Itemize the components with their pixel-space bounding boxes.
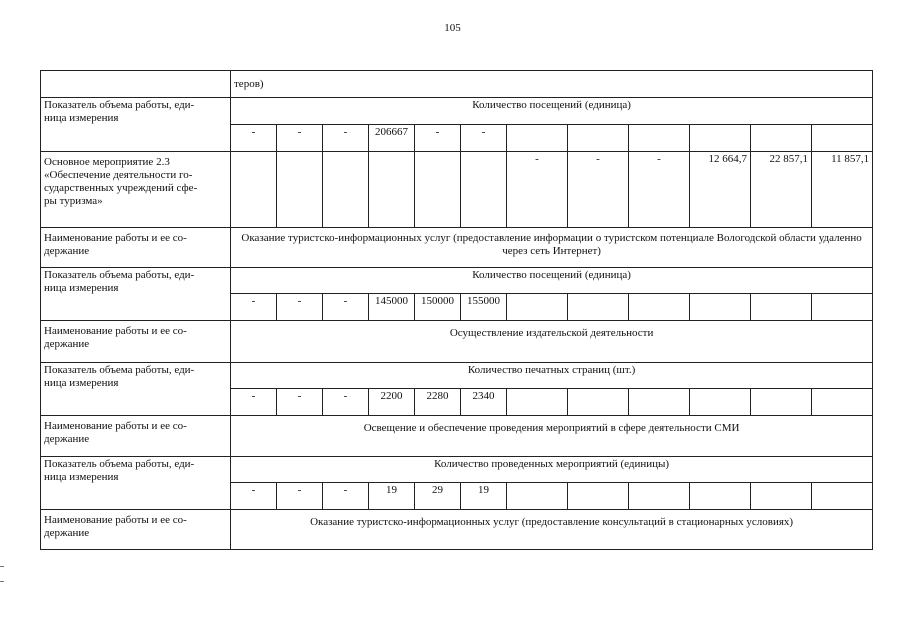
value-cell: 2280 [415, 389, 461, 416]
value-cell [415, 152, 461, 228]
value-cell: - [277, 125, 323, 152]
value-cell [277, 152, 323, 228]
value-cell: 19 [369, 483, 415, 510]
row-label: Наименование работы и ее со- держание [41, 510, 231, 550]
value-cell [751, 125, 812, 152]
value-cell: - [277, 483, 323, 510]
value-cell [323, 152, 369, 228]
value-cell [629, 294, 690, 321]
value-cell: - [231, 294, 277, 321]
value-cell [568, 483, 629, 510]
value-cell: 150000 [415, 294, 461, 321]
row-label: Показатель объема работы, еди- ница измерения [41, 98, 231, 152]
value-cell [507, 294, 568, 321]
value-cell [568, 389, 629, 416]
value-cell: - [323, 389, 369, 416]
value-cell: - [629, 152, 690, 228]
table-row-work-name [41, 321, 873, 363]
value-cell: - [277, 294, 323, 321]
value-cell [812, 483, 873, 510]
value-cell [629, 125, 690, 152]
indicator-unit: Количество печатных страниц (шт.) [231, 363, 873, 389]
value-cell [690, 483, 751, 510]
value-cell: 2200 [369, 389, 415, 416]
table-row-work-name [41, 228, 873, 268]
value-cell: - [277, 389, 323, 416]
work-description: Освещение и обеспечение проведения мероприятий в сфере деятельности СМИ [231, 416, 873, 457]
indicator-unit: Количество проведенных мероприятий (единицы) [231, 457, 873, 483]
value-cell: - [323, 294, 369, 321]
value-cell: 206667 [369, 125, 415, 152]
value-cell [629, 483, 690, 510]
value-cell [812, 294, 873, 321]
table-row-continuation [41, 71, 873, 98]
value-cell [690, 389, 751, 416]
work-volume-table [40, 70, 873, 550]
finance-value: 11 857,1 [812, 152, 873, 228]
table-row-work-name [41, 510, 873, 550]
value-cell [812, 389, 873, 416]
value-cell [507, 483, 568, 510]
value-cell: - [231, 483, 277, 510]
value-cell: 155000 [461, 294, 507, 321]
indicator-unit: Количество посещений (единица) [231, 268, 873, 294]
value-cell: - [568, 152, 629, 228]
value-cell [812, 125, 873, 152]
table-row-indicator-header [41, 268, 873, 294]
value-cell [751, 389, 812, 416]
work-description: Оказание туристско-информационных услуг (предоставление информации о туристском потенциале Вологодской области удаленно через сеть Интернет) [231, 228, 873, 268]
value-cell [507, 125, 568, 152]
continuation-text: теров) [231, 71, 873, 98]
value-cell: 2340 [461, 389, 507, 416]
value-cell [507, 389, 568, 416]
value-cell: - [231, 125, 277, 152]
row-label: Наименование работы и ее со- держание [41, 228, 231, 268]
row-label: Показатель объема работы, еди- ница измерения [41, 457, 231, 510]
table-row-indicator-header [41, 457, 873, 483]
value-cell: 29 [415, 483, 461, 510]
value-cell: 19 [461, 483, 507, 510]
value-cell: 145000 [369, 294, 415, 321]
value-cell: - [461, 125, 507, 152]
indicator-unit: Количество посещений (единица) [231, 98, 873, 125]
value-cell: - [415, 125, 461, 152]
value-cell: - [231, 389, 277, 416]
table-row-main-activity [41, 152, 873, 228]
table-row-indicator-header [41, 363, 873, 389]
table-row-indicator-header [41, 98, 873, 125]
value-cell [231, 152, 277, 228]
row-label: Показатель объема работы, еди- ница измерения [41, 363, 231, 416]
table-row-work-name [41, 416, 873, 457]
value-cell [751, 294, 812, 321]
page-number: 105 [444, 22, 461, 34]
value-cell: - [323, 483, 369, 510]
value-cell [568, 294, 629, 321]
value-cell: - [323, 125, 369, 152]
value-cell [690, 125, 751, 152]
value-cell: - [507, 152, 568, 228]
finance-value: 22 857,1 [751, 152, 812, 228]
row-label: Показатель объема работы, еди- ница измерения [41, 268, 231, 321]
work-description: Оказание туристско-информационных услуг (предоставление консультаций в стационарных условиях) [231, 510, 873, 550]
finance-value: 12 664,7 [690, 152, 751, 228]
row-label: Наименование работы и ее со- держание [41, 321, 231, 363]
row-label: Основное мероприятие 2.3 «Обеспечение деятельности го- сударственных учреждений сфе- ры туризма» [41, 152, 231, 228]
value-cell [568, 125, 629, 152]
value-cell [369, 152, 415, 228]
value-cell [751, 483, 812, 510]
value-cell [629, 389, 690, 416]
row-label [41, 71, 231, 98]
scan-edge-mark [0, 566, 4, 582]
work-description: Осуществление издательской деятельности [231, 321, 873, 363]
row-label: Наименование работы и ее со- держание [41, 416, 231, 457]
value-cell [690, 294, 751, 321]
value-cell [461, 152, 507, 228]
